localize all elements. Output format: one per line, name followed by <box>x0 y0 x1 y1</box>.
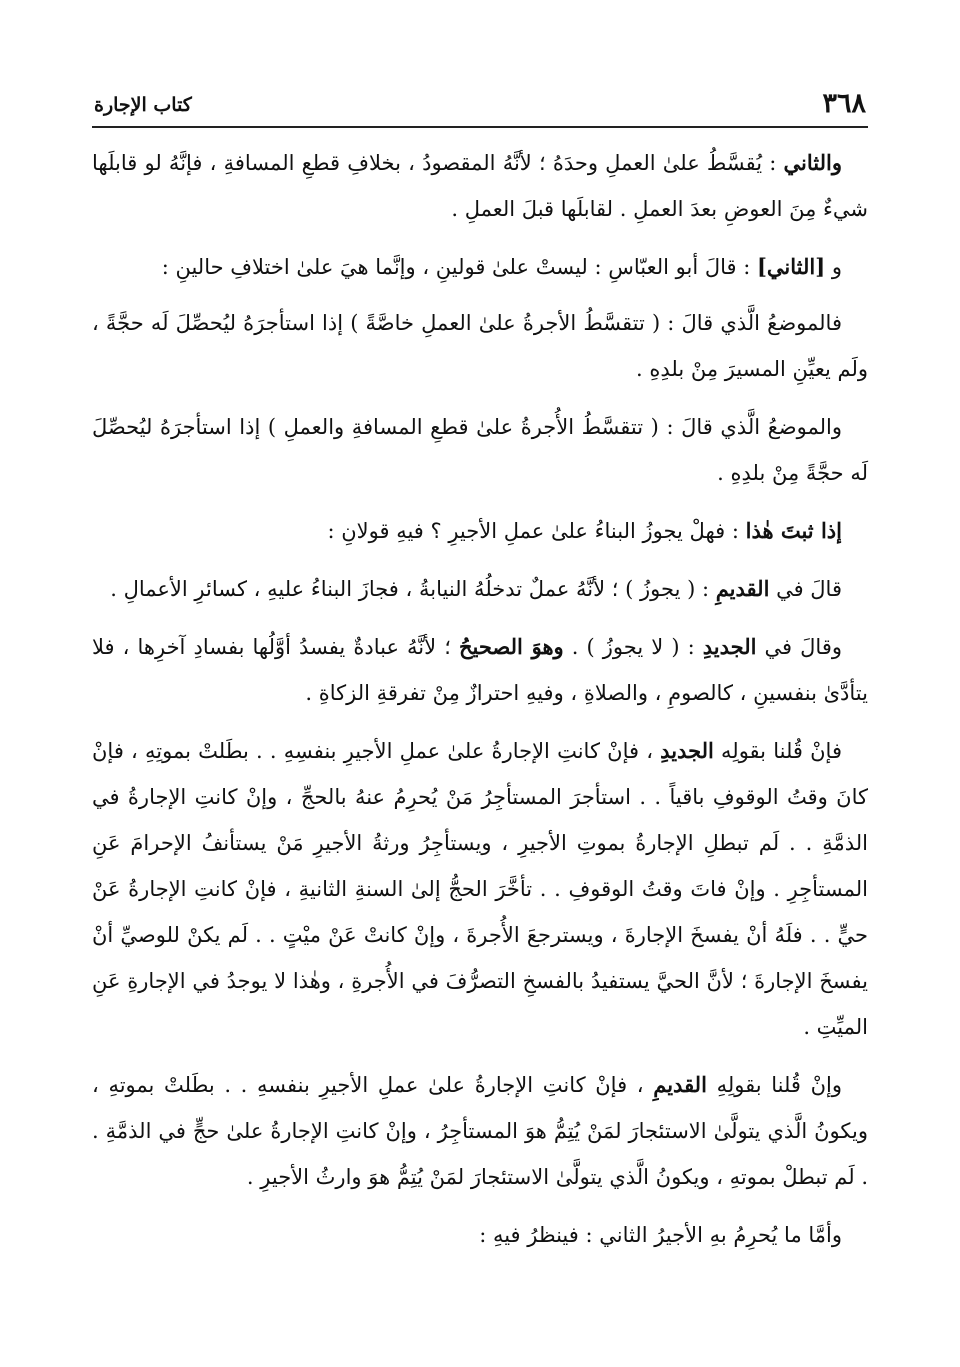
paragraph-prefix: و <box>825 255 842 279</box>
paragraph-text: : ( يجوزُ ) ؛ لأنَّهُ عملٌ تدخلُهُ النيابةُ ، فجازَ البناءُ عليهِ ، كسائرِ الأعمالِ . <box>110 577 716 601</box>
page-header <box>92 86 868 128</box>
paragraph <box>92 404 868 496</box>
paragraph <box>92 624 868 716</box>
bold-lead: [الثاني] <box>756 254 826 279</box>
paragraph-text: : قالَ أبو العبّاسِ : ليستْ علىٰ قولينِ ، وإنَّما هيَ علىٰ اختلافِ حالينِ : <box>161 255 757 279</box>
paragraph-text: ؛ لأنَّهُ عبادةٌ يفسدُ أوَّلُها بفسادِ آخرِها ، فلا يتأدَّىٰ بنفسينِ ، كالصومِ ، والصلاةِ ، وفيهِ احترازٌ مِنْ تفرقةِ الزكاةِ . <box>92 635 868 705</box>
bold-lead: الجديدِ <box>660 738 714 763</box>
paragraph-text: والموضعُ الَّذي قالَ : ( تتقسَّطُ الأُجرةُ علىٰ قطعِ المسافةِ والعملِ ) إذا استأجرَهُ ليُحصِّلَ لَه حجَّةً مِنْ بلدِهِ . <box>92 415 868 485</box>
paragraph-prefix: فإنْ قُلنا بقولِه <box>713 739 842 763</box>
bold-lead: القديمِ <box>715 576 770 601</box>
paragraph-text: : فهلْ يجوزُ البناءُ علىٰ عملِ الأجيرِ ؟ فيهِ قولانِ : <box>327 519 746 543</box>
bold-lead-2: وهوَ الصحيحُ <box>458 634 564 659</box>
page-number: ٣٦٨ <box>822 88 866 119</box>
body-text <box>92 140 868 1270</box>
paragraph <box>92 508 868 554</box>
bold-lead: إذا ثبتَ هٰذا <box>745 518 842 543</box>
running-title: كتاب الإجارة <box>94 94 192 116</box>
bold-lead: القديمِ <box>653 1072 707 1097</box>
paragraph <box>92 1212 868 1258</box>
paragraph <box>92 244 868 290</box>
bold-lead: الجديدِ <box>702 634 757 659</box>
paragraph-text: : يُقسَّطُ علىٰ العملِ وحدَهُ ؛ لأنَّهُ المقصودُ ، بخلافِ قطعِ المسافةِ ، فإنَّهُ لو قابلَها شيءٌ مِنَ العوضِ بعدَ العملِ . لقابلَها قبلَ العملِ . <box>92 151 868 221</box>
paragraph-prefix: وإنْ قُلنا بقولِهِ <box>706 1073 843 1097</box>
paragraph-text: ، فإنْ كانتِ الإجارةُ علىٰ عملِ الأجيرِ بنفسِهِ . . بطَلتْ بموتِهِ ، فإنْ كانَ وقتُ الوقوفِ باقياً . . استأجرَ المستأجِرُ مَنْ يُحرِمُ عنهُ بالحجِّ ، وإنْ كانتِ الإجارةُ في الذمَّةِ . . لَم تبطلِ الإجارةُ بموتِ الأجيرِ ، ويستأجِرُ ورثةُ الأجيرِ مَنْ يستأنفُ الإحرامَ عَنِ المستأجِرِ . وإنْ فاتَ وقتُ الوقوفِ . . تأخَّرَ الحجُّ إلىٰ السنةِ الثانيةِ ، فإنْ كانتِ الإجارةُ عَنْ حيٍّ . . فلَهُ أنْ يفسخَ الإجارةَ ، ويسترجعَ الأُجرةَ ، وإنْ كانتْ عَنْ ميْتٍ . . لَم يكنْ للوصيِّ أنْ يفسخَ الإجارةَ ؛ لأنَّ الحيَّ يستفيدُ بالفسخِ التصرُّفَ في الأُجرةِ ، وهٰذا لا يوجدُ في الإجارةِ عَنِ الميِّتِ . <box>92 739 868 1039</box>
paragraph-text: فالموضعُ الَّذي قالَ : ( تتقسَّطُ الأجرةُ علىٰ العملِ خاصَّةً ) إذا استأجرَهُ ليُحصِّلَ لَه حجَّةً ، ولَم يعيِّنِ المسيرَ مِنْ بلدِهِ . <box>92 311 868 381</box>
paragraph <box>92 300 868 392</box>
paragraph-prefix: وقالَ في <box>756 635 842 659</box>
paragraph <box>92 728 868 1050</box>
paragraph-text: ، فإنْ كانتِ الإجارةُ علىٰ عملِ الأجيرِ بنفسهِ . . بطَلتْ بموتهِ ، ويكونُ الَّذي يتولَّىٰ الاستئجارَ لمَنْ يُتِمُّ هوَ المستأجِرُ ، وإنْ كانتِ الإجارةُ علىٰ حجٍّ في الذمَّةِ . . لَم تبطلْ بموتهِ ، ويكونُ الَّذي يتولَّىٰ الاستئجارَ لمَنْ يُتِمُّ هوَ وارثُ الأجيرِ . <box>92 1073 868 1189</box>
paragraph <box>92 566 868 612</box>
paragraph-text: وأمَّا ما يُحرِمُ بهِ الأجيرُ الثاني : فينظرُ فيهِ : <box>479 1223 842 1247</box>
paragraph <box>92 1062 868 1200</box>
paragraph <box>92 140 868 232</box>
paragraph-middle: : ( لا يجوزُ ) . <box>563 635 703 659</box>
paragraph-prefix: قالَ في <box>769 577 842 601</box>
bold-lead: والثاني <box>783 150 842 175</box>
